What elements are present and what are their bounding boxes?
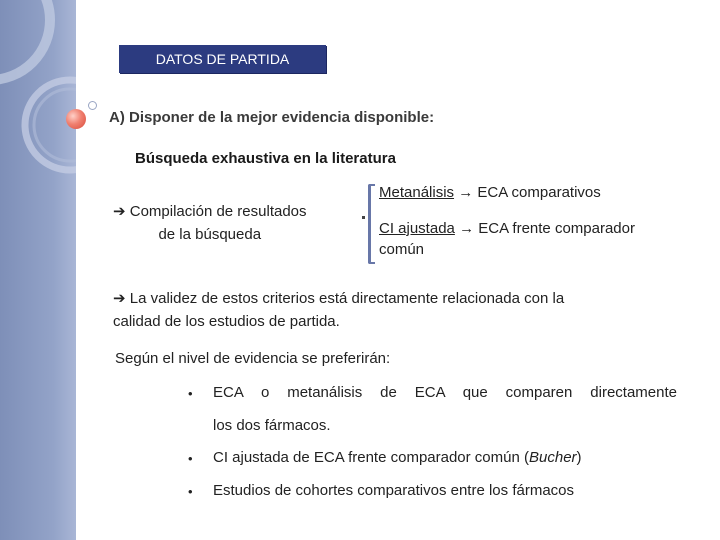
evidence-intro: Según el nivel de evidencia se preferirán: [115, 350, 391, 367]
ci-text-2: común [379, 241, 425, 258]
decorative-arcs [0, 0, 76, 200]
arrow-right-icon: → [458, 184, 474, 201]
bracket-divider [368, 184, 375, 264]
arrow-icon: ➔ [113, 290, 126, 307]
bullet-icon: • [188, 386, 193, 401]
list-item-2 [213, 449, 582, 466]
bullet-icon: • [188, 484, 193, 499]
decorative-sidebar [0, 0, 76, 540]
validez-line-2: calidad de los estudios de partida. [113, 313, 340, 330]
list-item-1-line-1: ECA o metanálisis de ECA que comparen directamente [213, 384, 677, 401]
ci-block [379, 218, 635, 260]
separator-dot [362, 216, 365, 219]
list-item-2-close: ) [576, 449, 582, 466]
arrow-right-icon: → [459, 220, 475, 237]
bullet-icon: • [188, 451, 193, 466]
subheading: Búsqueda exhaustiva en la literatura [135, 150, 396, 167]
compile-line-1: Compilación de resultados [129, 203, 307, 220]
list-item-1-line-2: los dos fármacos. [213, 417, 331, 434]
compile-line-2: de la búsqueda [158, 226, 262, 243]
list-item-2-text: CI ajustada de ECA frente comparador común ( [213, 449, 529, 466]
list-item-3: Estudios de cohortes comparativos entre los fármacos [213, 482, 575, 499]
meta-line [379, 184, 601, 201]
meta-text: ECA comparativos [477, 184, 601, 201]
ci-label: CI ajustada [379, 220, 455, 237]
meta-label: Metanálisis [379, 184, 455, 201]
validez-block [113, 287, 564, 333]
ci-text-1: ECA frente comparador [478, 220, 635, 237]
decorative-orb [66, 109, 86, 129]
main-heading: A) Disponer de la mejor evidencia disponible: [109, 109, 435, 126]
list-item-2-emphasis: Bucher [529, 449, 577, 466]
arrow-icon: ➔ [113, 203, 126, 220]
compile-block [113, 200, 307, 246]
decorative-ring [88, 101, 97, 110]
section-title-box: DATOS DE PARTIDA [119, 45, 326, 73]
validez-line-1: La validez de estos criterios está directamente relacionada con la [129, 290, 565, 307]
